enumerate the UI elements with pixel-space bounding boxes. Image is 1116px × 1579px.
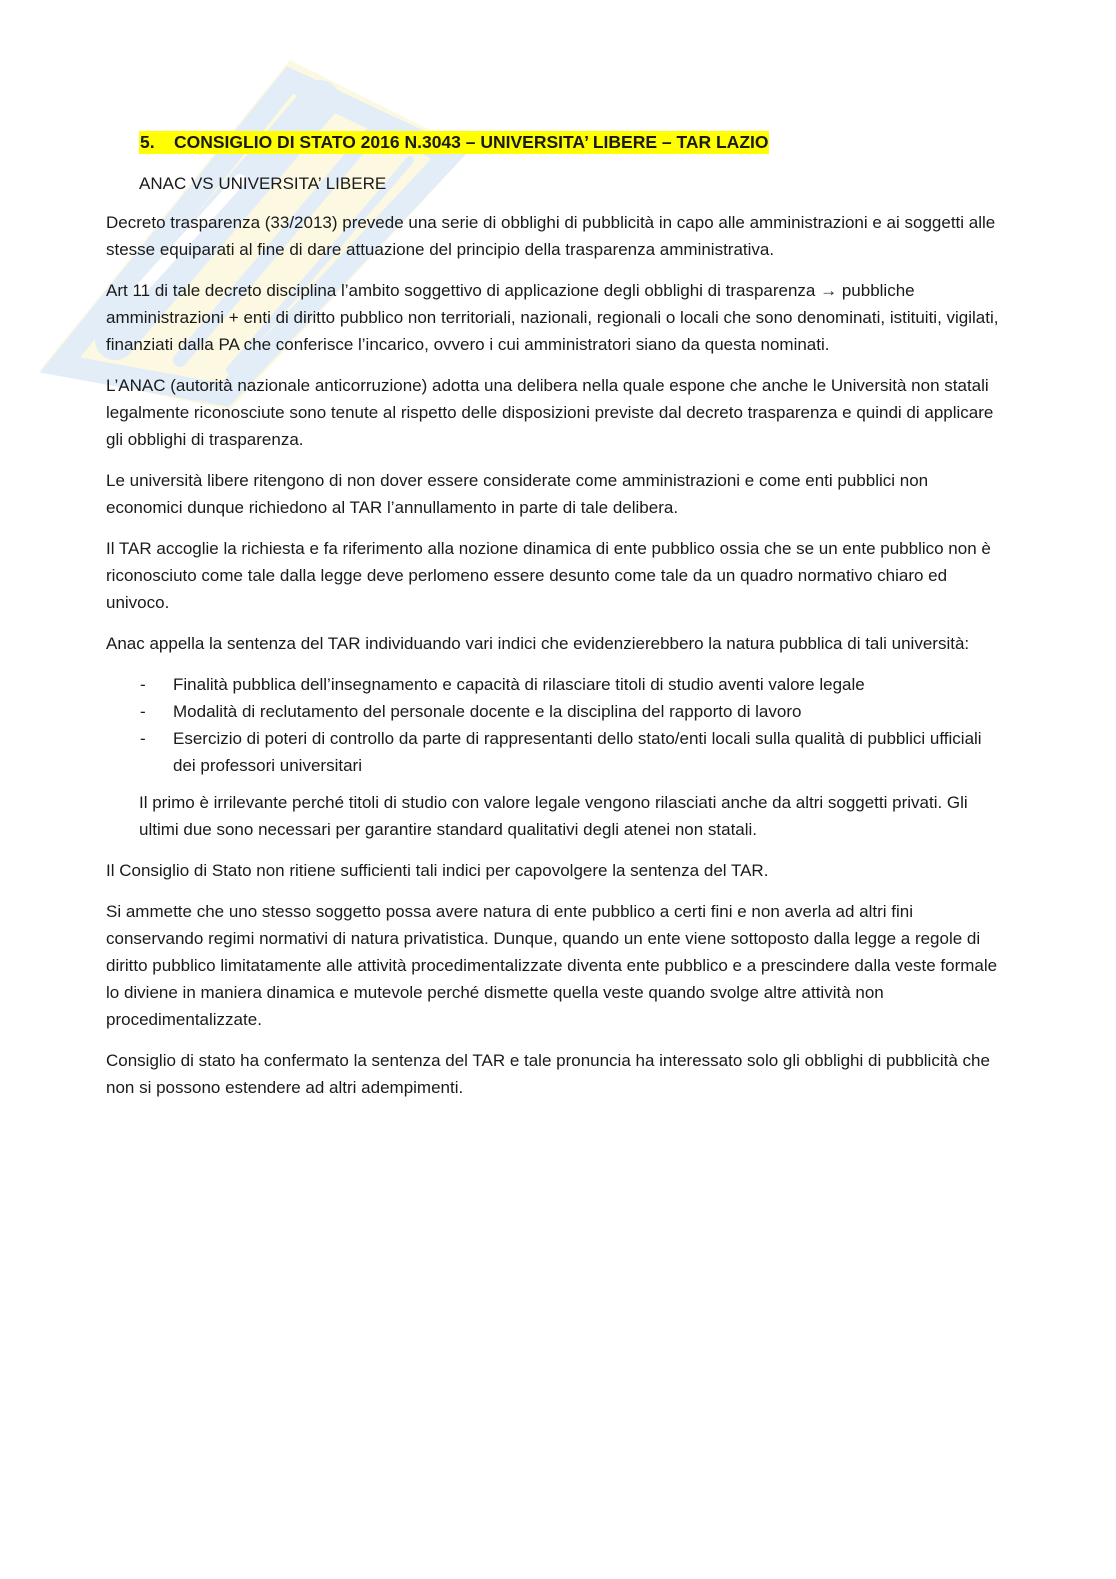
list-item-text: Esercizio di poteri di controllo da parte di rappresentanti dello stato/enti locali sulla qualità di pubblici ufficiali dei professori universitari xyxy=(173,729,982,775)
bullet-marker: - xyxy=(140,729,146,748)
bullet-list xyxy=(106,671,1006,779)
heading-text: CONSIGLIO DI STATO 2016 N.3043 – UNIVERSITA’ LIBERE – TAR LAZIO xyxy=(174,132,769,152)
paragraph: Consiglio di stato ha confermato la sentenza del TAR e tale pronuncia ha interessato solo gli obblighi di pubblicità che non si possono estendere ad altri adempimenti. xyxy=(106,1051,990,1097)
list-item xyxy=(106,698,1006,725)
list-item xyxy=(106,725,1006,779)
paragraph: Il Consiglio di Stato non ritiene sufficienti tali indici per capovolgere la sentenza del TAR. xyxy=(106,861,769,880)
paragraph: Decreto trasparenza (33/2013) prevede una serie di obblighi di pubblicità in capo alle amministrazioni e ai soggetti alle stesse equiparati al fine di dare attuazione del principio della trasparenza amministrativa. xyxy=(106,213,996,259)
paragraph: Il TAR accoglie la richiesta e fa riferimento alla nozione dinamica di ente pubblico ossia che se un ente pubblico non è riconosciuto come tale dalla legge deve perlomeno essere desunto come tale da un quadro normativo chiaro ed univoco. xyxy=(106,539,991,612)
list-item-text: Finalità pubblica dell’insegnamento e capacità di rilasciare titoli di studio aventi valore legale xyxy=(173,675,865,694)
bullet-marker: - xyxy=(140,675,146,694)
heading-highlight xyxy=(139,131,769,154)
paragraph: Anac appella la sentenza del TAR individuando vari indici che evidenzierebbero la natura pubblica di tali università: xyxy=(106,634,970,653)
list-item-text: Modalità di reclutamento del personale docente e la disciplina del rapporto di lavoro xyxy=(173,702,802,721)
bullet-marker: - xyxy=(140,702,146,721)
list-item xyxy=(106,671,1006,698)
paragraph: Si ammette che uno stesso soggetto possa avere natura di ente pubblico a certi fini e non averla ad altri fini conservando regimi normativi di natura privatistica. Dunque, quando un ente viene sottoposto dalla legge a regole di diritto pubblico limitatamente alle attività procedimentalizzate diventa ente pubblico e a prescindere dalla veste formale lo diviene in maniera dinamica e mutevole perché dismette quella veste quando svolge altre attività non procedimentalizzate. xyxy=(106,902,998,1029)
paragraph: Le università libere ritengono di non dover essere considerate come amministrazioni e come enti pubblici non economici dunque richiedono al TAR l’annullamento in parte di tale delibera. xyxy=(106,471,929,517)
indented-paragraph: Il primo è irrilevante perché titoli di studio con valore legale vengono rilasciati anche da altri soggetti privati. Gli ultimi due sono necessari per garantire standard qualitativi degli atenei non statali. xyxy=(139,793,968,839)
paragraph: Art 11 di tale decreto disciplina l’ambito soggettivo di applicazione degli obblighi di trasparenza → pubbliche amministrazioni + enti di diritto pubblico non territoriali, nazionali, regionali o locali che sono denominati, istituiti, vigilati, finanziati dalla PA che conferisce l’incarico, ovvero i cui amministratori siano da questa nominati. xyxy=(106,281,999,354)
section-heading xyxy=(139,130,1006,154)
section-subheading: ANAC VS UNIVERSITA’ LIBERE xyxy=(139,174,387,193)
paragraph: L’ANAC (autorità nazionale anticorruzione) adotta una delibera nella quale espone che anche le Università non statali legalmente riconosciute sono tenute al rispetto delle disposizioni previste dal decreto trasparenza e quindi di applicare gli obblighi di trasparenza. xyxy=(106,376,994,449)
heading-number: 5. xyxy=(140,132,155,152)
document-page xyxy=(106,130,1006,1115)
